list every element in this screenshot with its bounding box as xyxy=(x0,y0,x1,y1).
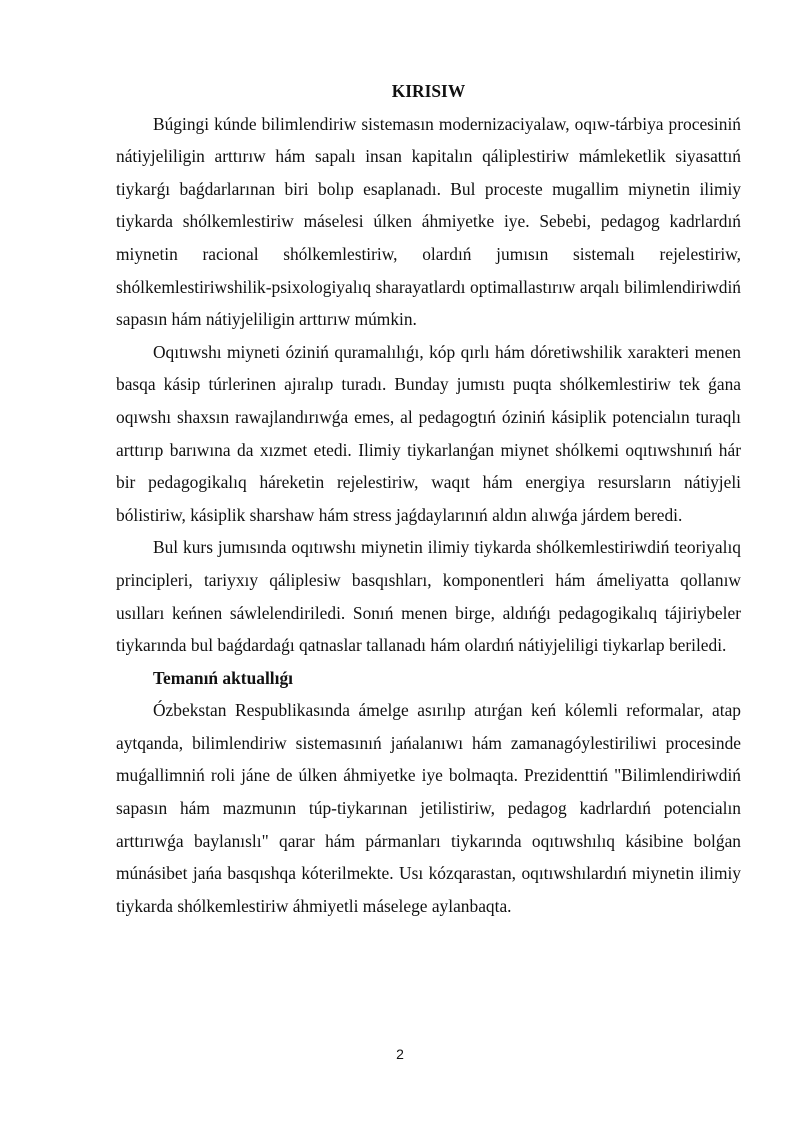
paragraph: Bul kurs jumısında oqıtıwshı miynetin ilimiy tiykarda shólkemlestiriwdiń teoriyalıq principleri, tariyxıy qáliplesiw basqıshları, komponentleri hám ámeliyatta qollanıw usılları keńnen sáwlelendiriledi. Sonıń menen birge, aldıńǵı pedagogikalıq tájiriybeler tiykarında bul baǵdardaǵı qatnaslar tallanadı hám olardıń nátiyjeliligi tiykarlap beriledi. xyxy=(116,537,741,656)
subsection-heading: Temanıń aktuallıǵı xyxy=(153,667,293,688)
paragraph: Ózbekstan Respublikasında ámelge asırılıp atırǵan keń kólemli reformalar, atap aytqanda, bilimlendiriw sistemasınıń jańalanıwı hám zamanagóylestiriliwi procesinde muǵallimniń roli jáne de úlken áhmiyetke iye bolmaqta. Prezidenttiń "Bilimlendiriwdiń sapasın hám mazmunın túp-tiykarınan jetilistiriw, pedagog kadrlardıń potencialın arttırıwǵa baylanıslı" qarar hám pármanları tiykarında oqıtıwshılıq kásibine bolǵan múnásibet jańa basqıshqa kóterilmekte. Usı kózqarastan, oqıtıwshılardıń miynetin ilimiy tiykarda shólkemlestiriw áhmiyetli máselege aylanbaqta. xyxy=(116,700,741,916)
paragraph: Búgingi kúnde bilimlendiriw sistemasın modernizaciyalaw, oqıw-tárbiya procesiniń nátiyjeliligin arttırıw hám sapalı insan kapitalın qáliplestiriw mámleketlik siyasattıń tiykarǵı baǵdarlarınan biri bolıp esaplanadı. Bul proceste mugallim miynetin ilimiy tiykarda shólkemlestiriw máselesi úlken áhmiyetke iye. Sebebi, pedagog kadrlardıń miynetin racional shólkemlestiriw, olardıń jumısın sistemalı rejelestiriw, shólkemlestiriwshilik-psixologiyalıq sharayatlardı optimallastırıw arqalı bilimlendiriwdiń sapasın hám nátiyjeliligin arttırıw múmkin. xyxy=(116,113,741,330)
page-number: 2 xyxy=(396,1046,404,1062)
page-body xyxy=(116,75,741,922)
paragraph: Oqıtıwshı miyneti óziniń quramalılıǵı, kóp qırlı hám dóretiwshilik xarakteri menen basqa kásip túrlerinen ajıralıp turadı. Bunday jumıstı puqta shólkemlestiriw tek ǵana oqıwshı shaxsın rawajlandırıwǵa emes, al pedagogtıń óziniń kásiplik potencialın turaqlı arttırıp barıwına da xızmet etedi. Ilimiy tiykarlanǵan miynet shólkemi oqıtıwshınıń hár bir pedagogikalıq háreketin rejelestiriw, waqıt hám energiya resursların nátiyjeli bólistiriw, kásiplik sharshaw hám stress jaǵdaylarınıń aldın alıwǵa járdem beredi. xyxy=(116,341,741,525)
section-title: KIRISIW xyxy=(391,81,466,101)
